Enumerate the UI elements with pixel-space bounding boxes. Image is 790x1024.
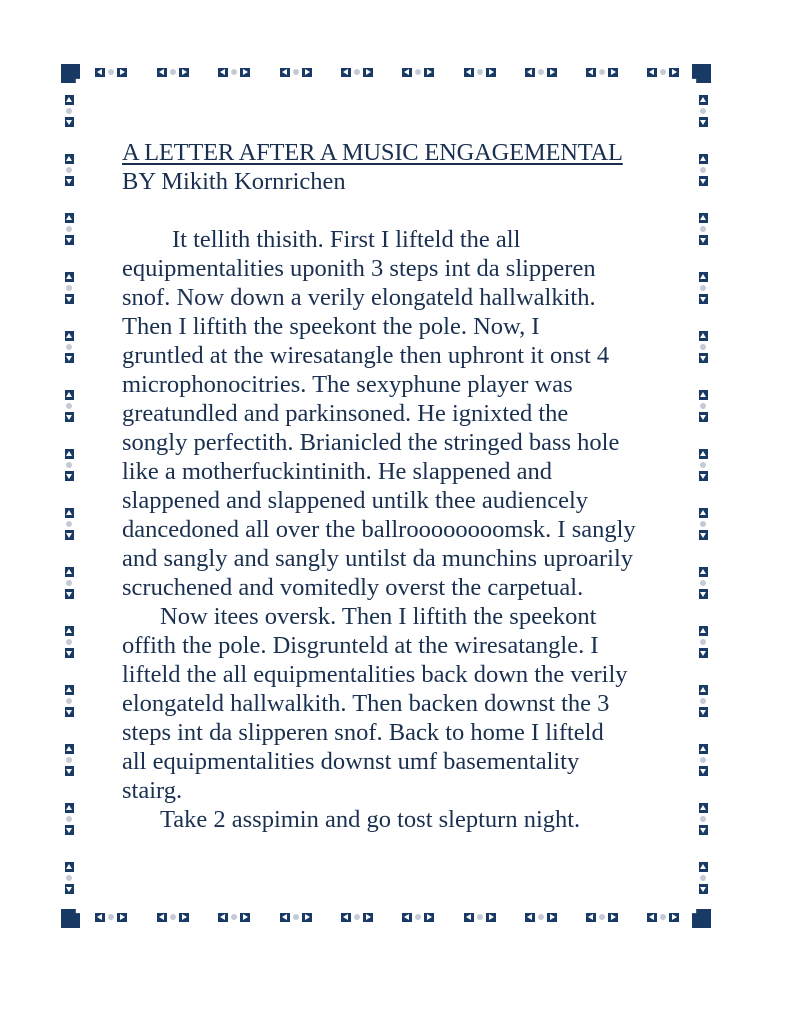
arrow-down-icon <box>65 294 74 304</box>
dot-icon <box>660 914 666 920</box>
border-ornament <box>64 744 74 776</box>
arrow-left-icon <box>525 68 535 77</box>
arrow-left-icon <box>157 68 167 77</box>
border-ornament <box>586 912 618 922</box>
text-line: dancedoned all over the ballroooooooomsk. I sangly <box>122 516 636 543</box>
border-ornament <box>402 912 434 922</box>
border-ornament <box>64 154 74 186</box>
border-ornament <box>64 508 74 540</box>
arrow-right-icon <box>302 913 312 922</box>
border-ornament <box>280 67 312 77</box>
letter-byline: BY Mikith Kornrichen <box>122 168 346 195</box>
border-ornament <box>698 567 708 599</box>
border-ornament <box>95 912 127 922</box>
dot-icon <box>66 167 72 173</box>
dot-icon <box>700 462 706 468</box>
arrow-right-icon <box>117 913 127 922</box>
arrow-up-icon <box>699 685 708 695</box>
dot-icon <box>700 698 706 704</box>
border-ornament <box>586 67 618 77</box>
dot-icon <box>66 403 72 409</box>
arrow-up-icon <box>65 331 74 341</box>
border-ornament <box>64 213 74 245</box>
dot-icon <box>538 914 544 920</box>
arrow-down-icon <box>699 412 708 422</box>
dot-icon <box>538 69 544 75</box>
arrow-up-icon <box>699 449 708 459</box>
dot-icon <box>170 69 176 75</box>
arrow-up-icon <box>699 390 708 400</box>
border-ornament <box>341 67 373 77</box>
arrow-up-icon <box>699 803 708 813</box>
text-line: gruntled at the wiresatangle then uphront it onst 4 <box>122 342 610 369</box>
arrow-left-icon <box>586 68 596 77</box>
dot-icon <box>293 914 299 920</box>
arrow-right-icon <box>608 68 618 77</box>
dot-icon <box>700 521 706 527</box>
arrow-right-icon <box>117 68 127 77</box>
border-ornament <box>698 862 708 894</box>
dot-icon <box>700 580 706 586</box>
arrow-right-icon <box>547 913 557 922</box>
arrow-left-icon <box>218 68 228 77</box>
dot-icon <box>415 69 421 75</box>
arrow-left-icon <box>157 913 167 922</box>
arrow-left-icon <box>464 913 474 922</box>
border-ornament <box>218 67 250 77</box>
corner-square-icon <box>61 64 80 83</box>
text-line: snof. Now down a verily elongateld hallwalkith. <box>122 284 596 311</box>
arrow-up-icon <box>65 626 74 636</box>
border-ornament <box>95 67 127 77</box>
arrow-down-icon <box>65 884 74 894</box>
border-ornament <box>64 272 74 304</box>
arrow-left-icon <box>218 913 228 922</box>
arrow-up-icon <box>699 331 708 341</box>
border-ornament <box>698 626 708 658</box>
arrow-up-icon <box>65 449 74 459</box>
text-line: steps int da slipperen snof. Back to home I lifteld <box>122 719 604 746</box>
arrow-down-icon <box>699 825 708 835</box>
text-line: Now itees oversk. Then I liftith the speekont <box>160 603 597 630</box>
border-ornament <box>525 67 557 77</box>
arrow-down-icon <box>65 353 74 363</box>
dot-icon <box>700 639 706 645</box>
arrow-down-icon <box>699 235 708 245</box>
border-ornament <box>64 862 74 894</box>
dot-icon <box>700 875 706 881</box>
dot-icon <box>66 639 72 645</box>
text-line: Take 2 asspimin and go tost slepturn night. <box>160 806 581 833</box>
arrow-left-icon <box>402 913 412 922</box>
text-line: stairg. <box>122 777 183 804</box>
dot-icon <box>354 69 360 75</box>
dot-icon <box>66 757 72 763</box>
arrow-up-icon <box>699 213 708 223</box>
arrow-up-icon <box>65 154 74 164</box>
text-line: greatundled and parkinsoned. He ignixted the <box>122 400 569 427</box>
arrow-up-icon <box>65 685 74 695</box>
paragraph-3 <box>122 805 662 834</box>
arrow-down-icon <box>65 471 74 481</box>
dot-icon <box>66 816 72 822</box>
dot-icon <box>477 914 483 920</box>
paragraph-1 <box>122 225 662 602</box>
border-ornament <box>464 912 496 922</box>
dot-icon <box>700 108 706 114</box>
arrow-down-icon <box>699 648 708 658</box>
dot-icon <box>108 69 114 75</box>
corner-square-icon <box>61 909 80 928</box>
arrow-down-icon <box>699 766 708 776</box>
arrow-right-icon <box>363 68 373 77</box>
corner-square-icon <box>692 909 711 928</box>
border-ornament <box>64 626 74 658</box>
arrow-down-icon <box>65 648 74 658</box>
arrow-up-icon <box>65 567 74 577</box>
dot-icon <box>660 69 666 75</box>
arrow-right-icon <box>179 913 189 922</box>
arrow-down-icon <box>699 707 708 717</box>
arrow-up-icon <box>65 213 74 223</box>
arrow-right-icon <box>179 68 189 77</box>
arrow-right-icon <box>486 913 496 922</box>
border-ornament <box>647 912 679 922</box>
arrow-right-icon <box>669 913 679 922</box>
arrow-left-icon <box>95 913 105 922</box>
arrow-left-icon <box>464 68 474 77</box>
border-ornament <box>64 567 74 599</box>
arrow-up-icon <box>65 272 74 282</box>
text-line: offith the pole. Disgrunteld at the wiresatangle. I <box>122 632 599 659</box>
border-ornament <box>341 912 373 922</box>
text-line: slappened and slappened untilk thee audiencely <box>122 487 589 514</box>
dot-icon <box>415 914 421 920</box>
border-ornament <box>64 803 74 835</box>
dot-icon <box>66 344 72 350</box>
border-ornament <box>280 912 312 922</box>
arrow-up-icon <box>65 390 74 400</box>
dot-icon <box>66 875 72 881</box>
arrow-up-icon <box>65 95 74 105</box>
corner-square-icon <box>692 64 711 83</box>
arrow-up-icon <box>699 95 708 105</box>
text-line: and sangly and sangly untilst da munchins uproarily <box>122 545 634 572</box>
dot-icon <box>293 69 299 75</box>
dot-icon <box>66 285 72 291</box>
arrow-left-icon <box>280 68 290 77</box>
text-line: all equipmentalities downst umf basementality <box>122 748 580 775</box>
arrow-left-icon <box>341 913 351 922</box>
text-line: lifteld the all equipmentalities back down the verily <box>122 661 628 688</box>
text-line: Then I liftith the speekont the pole. Now, I <box>122 313 540 340</box>
dot-icon <box>66 108 72 114</box>
border-ornament <box>157 912 189 922</box>
arrow-down-icon <box>65 589 74 599</box>
arrow-down-icon <box>699 589 708 599</box>
arrow-left-icon <box>647 68 657 77</box>
border-ornament <box>402 67 434 77</box>
arrow-down-icon <box>65 825 74 835</box>
arrow-right-icon <box>669 68 679 77</box>
text-line: like a motherfuckintinith. He slappened and <box>122 458 552 485</box>
text-line: songly perfectith. Brianicled the stringed bass hole <box>122 429 620 456</box>
arrow-left-icon <box>647 913 657 922</box>
border-ornament <box>698 154 708 186</box>
arrow-left-icon <box>341 68 351 77</box>
letter-title: A LETTER AFTER A MUSIC ENGAGEMENTAL <box>122 139 623 166</box>
arrow-right-icon <box>240 68 250 77</box>
border-ornament <box>698 390 708 422</box>
border-ornament <box>698 449 708 481</box>
dot-icon <box>108 914 114 920</box>
text-line: scruchened and vomitedly overst the carpetual. <box>122 574 584 601</box>
arrow-up-icon <box>699 154 708 164</box>
border-ornament <box>647 67 679 77</box>
arrow-up-icon <box>699 626 708 636</box>
dot-icon <box>599 69 605 75</box>
dot-icon <box>700 285 706 291</box>
dot-icon <box>66 462 72 468</box>
border-ornament <box>698 331 708 363</box>
dot-icon <box>477 69 483 75</box>
arrow-left-icon <box>525 913 535 922</box>
dot-icon <box>66 226 72 232</box>
dot-icon <box>354 914 360 920</box>
text-line: microphonocitries. The sexyphune player was <box>122 371 573 398</box>
arrow-up-icon <box>65 803 74 813</box>
dot-icon <box>231 69 237 75</box>
dot-icon <box>700 167 706 173</box>
text-line: It tellith thisith. First I lifteld the all <box>172 226 521 253</box>
letter-body <box>122 138 662 834</box>
arrow-down-icon <box>65 412 74 422</box>
arrow-left-icon <box>95 68 105 77</box>
dot-icon <box>66 521 72 527</box>
border-ornament <box>698 272 708 304</box>
arrow-down-icon <box>65 530 74 540</box>
arrow-left-icon <box>280 913 290 922</box>
arrow-up-icon <box>699 272 708 282</box>
arrow-up-icon <box>699 862 708 872</box>
arrow-up-icon <box>65 744 74 754</box>
arrow-right-icon <box>302 68 312 77</box>
arrow-down-icon <box>699 176 708 186</box>
arrow-down-icon <box>65 117 74 127</box>
dot-icon <box>66 580 72 586</box>
border-ornament <box>64 95 74 127</box>
arrow-right-icon <box>363 913 373 922</box>
paragraph-2 <box>122 602 662 805</box>
dot-icon <box>170 914 176 920</box>
arrow-up-icon <box>699 567 708 577</box>
arrow-left-icon <box>586 913 596 922</box>
dot-icon <box>700 226 706 232</box>
dot-icon <box>66 698 72 704</box>
arrow-right-icon <box>424 913 434 922</box>
border-ornament <box>698 685 708 717</box>
arrow-down-icon <box>65 766 74 776</box>
dot-icon <box>700 344 706 350</box>
arrow-down-icon <box>65 176 74 186</box>
dot-icon <box>599 914 605 920</box>
border-ornament <box>64 449 74 481</box>
arrow-right-icon <box>424 68 434 77</box>
border-ornament <box>698 508 708 540</box>
border-ornament <box>698 95 708 127</box>
border-ornament <box>64 331 74 363</box>
border-ornament <box>698 744 708 776</box>
arrow-right-icon <box>240 913 250 922</box>
border-ornament <box>525 912 557 922</box>
border-ornament <box>464 67 496 77</box>
arrow-up-icon <box>699 508 708 518</box>
arrow-down-icon <box>65 235 74 245</box>
border-ornament <box>698 213 708 245</box>
arrow-down-icon <box>699 117 708 127</box>
border-ornament <box>64 685 74 717</box>
arrow-down-icon <box>699 530 708 540</box>
text-line: equipmentalities uponith 3 steps int da slipperen <box>122 255 596 282</box>
arrow-up-icon <box>699 744 708 754</box>
arrow-left-icon <box>402 68 412 77</box>
arrow-right-icon <box>486 68 496 77</box>
dot-icon <box>700 757 706 763</box>
dot-icon <box>231 914 237 920</box>
border-ornament <box>218 912 250 922</box>
arrow-down-icon <box>699 353 708 363</box>
arrow-down-icon <box>65 707 74 717</box>
border-ornament <box>157 67 189 77</box>
arrow-up-icon <box>65 862 74 872</box>
arrow-right-icon <box>608 913 618 922</box>
arrow-down-icon <box>699 294 708 304</box>
border-ornament <box>64 390 74 422</box>
dot-icon <box>700 403 706 409</box>
text-line: elongateld hallwalkith. Then backen downst the 3 <box>122 690 610 717</box>
arrow-right-icon <box>547 68 557 77</box>
arrow-up-icon <box>65 508 74 518</box>
arrow-down-icon <box>699 471 708 481</box>
arrow-down-icon <box>699 884 708 894</box>
dot-icon <box>700 816 706 822</box>
border-ornament <box>698 803 708 835</box>
